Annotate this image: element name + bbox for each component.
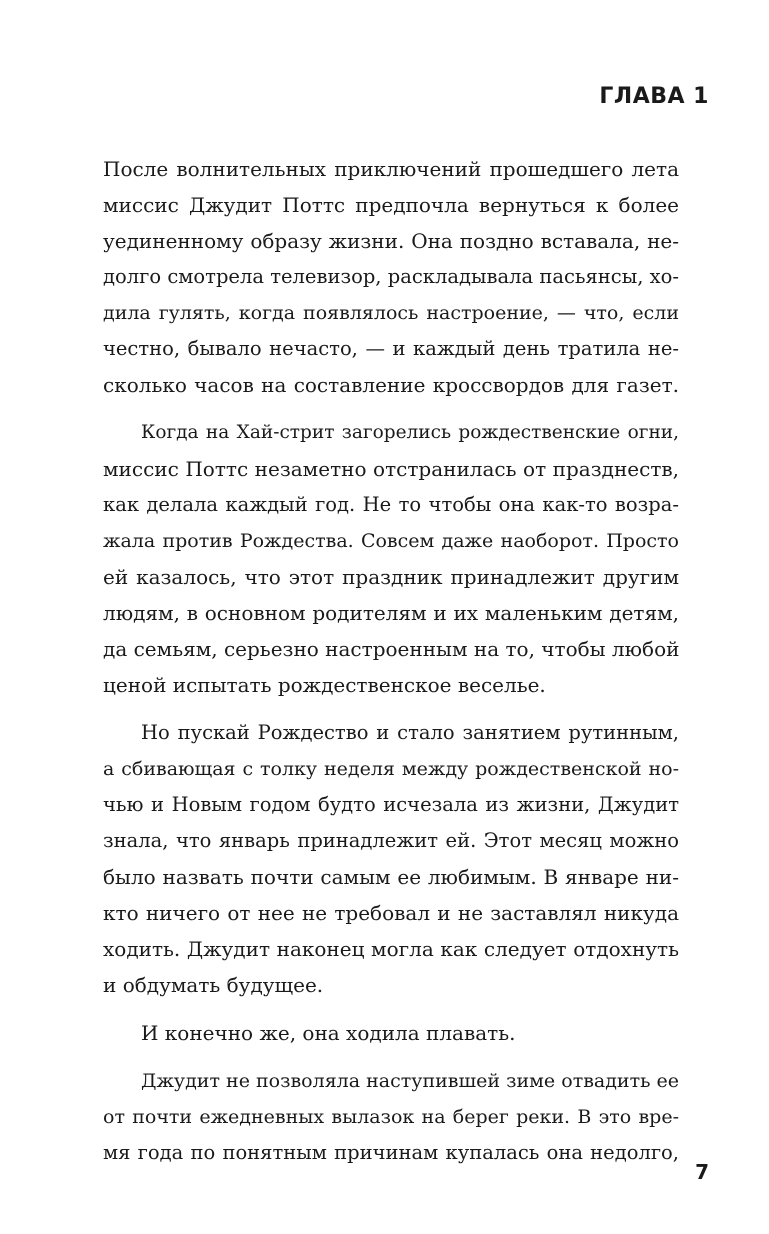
text-line: чью и Новым годом будто исчезала из жизни, Джудит bbox=[103, 793, 679, 816]
text-line: знала, что январь принадлежит ей. Этот месяц можно bbox=[103, 829, 679, 852]
text-line: ходить. Джудит наконец могла как следует отдохнуть bbox=[103, 937, 679, 961]
text-line: После волнительных приключений прошедшего лета bbox=[103, 157, 679, 181]
text-line: ценой испытать рождественское веселье. bbox=[103, 673, 546, 697]
text-line: ей казалось, что этот праздник принадлежит другим bbox=[103, 565, 679, 589]
text-line: И конечно же, она ходила плавать. bbox=[141, 1021, 516, 1045]
text-line: да семьям, серьезно настроенным на то, чтобы любой bbox=[103, 637, 680, 661]
text-line: людям, в основном родителям и их маленьким детям, bbox=[103, 601, 679, 625]
text-line: кто ничего от нее не требовал и не заставлял никуда bbox=[103, 901, 679, 925]
paragraph bbox=[103, 415, 679, 703]
text-line: как делала каждый год. Не то чтобы она как-то возра- bbox=[103, 493, 679, 516]
page-number: 7 bbox=[695, 1160, 709, 1184]
chapter-title: ГЛАВА 1 bbox=[599, 84, 709, 109]
paragraph bbox=[103, 1063, 679, 1171]
text-line: Когда на Хай-стрит загорелись рождественские огни, bbox=[141, 422, 679, 443]
paragraph bbox=[103, 715, 679, 1003]
text-line: миссис Поттс незаметно отстранилась от празднеств, bbox=[103, 457, 679, 481]
text-line: дила гулять, когда появлялось настроение, — что, если bbox=[103, 302, 679, 324]
paragraph bbox=[103, 1015, 679, 1051]
text-line: миссис Джудит Поттс предпочла вернуться к более bbox=[103, 193, 679, 217]
text-line: а сбивающая с толку неделя между рождественской но- bbox=[103, 758, 679, 780]
text-line: от почти ежедневных вылазок на берег реки. В это вре- bbox=[103, 1106, 679, 1128]
text-line: было назвать почти самым ее любимым. В январе ни- bbox=[103, 865, 679, 889]
text-line: Джудит не позволяла наступившей зиме отвадить ее bbox=[141, 1070, 679, 1092]
paragraph bbox=[103, 151, 679, 403]
text-line: долго смотрела телевизор, раскладывала пасьянсы, хо- bbox=[103, 265, 679, 288]
text-line: жала против Рождества. Совсем даже наоборот. Просто bbox=[103, 530, 679, 552]
text-line: мя года по понятным причинам купалась она недолго, bbox=[103, 1141, 679, 1164]
text-line: сколько часов на составление кроссвордов для газет. bbox=[103, 373, 679, 397]
body-text bbox=[103, 151, 679, 1171]
text-line: и обдумать будущее. bbox=[103, 973, 324, 997]
text-line: Но пускай Рождество и стало занятием рутинным, bbox=[141, 721, 679, 744]
text-line: честно, бывало нечасто, — и каждый день тратила не- bbox=[103, 337, 679, 360]
text-line: уединенному образу жизни. Она поздно вставала, не- bbox=[103, 229, 679, 253]
